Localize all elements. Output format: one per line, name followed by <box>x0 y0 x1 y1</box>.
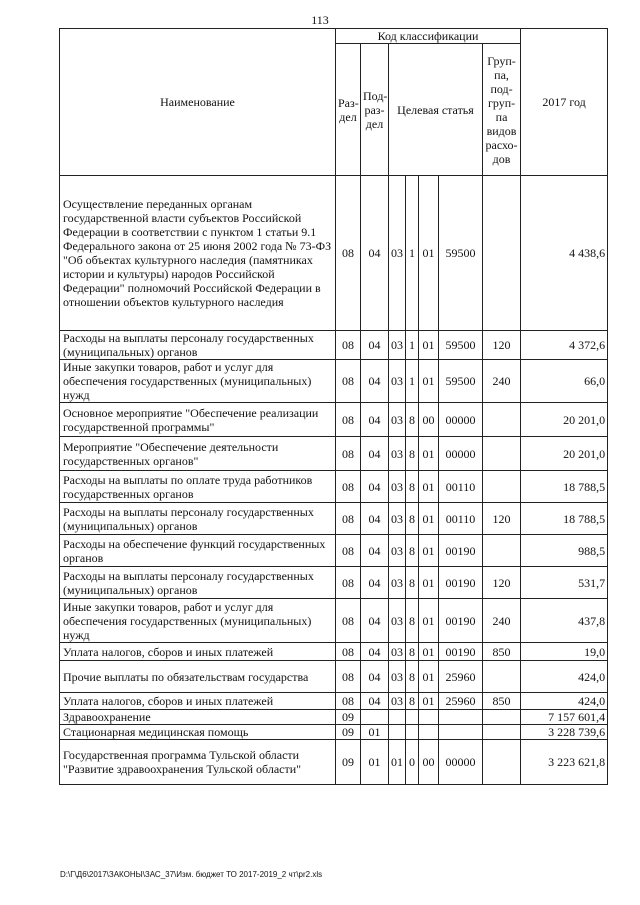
table-row <box>60 661 608 693</box>
cell-t3: 00 <box>419 403 439 437</box>
cell-amount: 3 223 621,8 <box>521 740 608 785</box>
cell-t1 <box>389 710 406 725</box>
cell-t3: 00 <box>419 740 439 785</box>
cell-name: Мероприятие "Обеспечение деятельности государственных органов" <box>60 437 336 471</box>
cell-t1: 03 <box>389 643 406 661</box>
cell-t3: 01 <box>419 567 439 599</box>
table-row <box>60 176 608 331</box>
cell-t1: 03 <box>389 176 406 331</box>
cell-name: Осуществление переданных органам государственной власти субъектов Российской Федерации в соответствии с пунктом 1 статьи 9.1 Федерального закона от 25 июня 2002 года № 73-ФЗ "Об объектах культурного наследия (памятниках истории и культуры) народов Российской Федерации" полномочий Российской Федерации в отношении объектов культурного наследия <box>60 176 336 331</box>
cell-name: Основное мероприятие "Обеспечение реализации государственной программы" <box>60 403 336 437</box>
cell-podrazdel: 04 <box>361 535 389 567</box>
cell-t4: 00000 <box>439 403 483 437</box>
cell-t4 <box>439 725 483 740</box>
cell-razdel: 08 <box>336 643 361 661</box>
cell-name: Расходы на выплаты персоналу государственных (муниципальных) органов <box>60 331 336 360</box>
cell-t4: 00000 <box>439 437 483 471</box>
header-target-article: Целевая статья <box>389 44 483 176</box>
cell-razdel: 08 <box>336 437 361 471</box>
cell-t2: 8 <box>406 661 419 693</box>
cell-t1: 01 <box>389 740 406 785</box>
cell-t1: 03 <box>389 661 406 693</box>
cell-razdel: 08 <box>336 403 361 437</box>
cell-t3: 01 <box>419 437 439 471</box>
cell-name: Расходы на выплаты персоналу государственных (муниципальных) органов <box>60 567 336 599</box>
cell-t4: 00190 <box>439 567 483 599</box>
cell-t4: 00110 <box>439 503 483 535</box>
table-row <box>60 331 608 360</box>
table-row <box>60 535 608 567</box>
cell-t3: 01 <box>419 661 439 693</box>
cell-razdel: 08 <box>336 176 361 331</box>
cell-t1: 03 <box>389 403 406 437</box>
cell-podrazdel: 04 <box>361 693 389 710</box>
cell-razdel: 08 <box>336 693 361 710</box>
cell-amount: 19,0 <box>521 643 608 661</box>
budget-table <box>59 28 608 785</box>
cell-t4: 00190 <box>439 643 483 661</box>
cell-t4: 25960 <box>439 693 483 710</box>
cell-razdel: 08 <box>336 360 361 403</box>
cell-razdel: 08 <box>336 535 361 567</box>
cell-t4: 00000 <box>439 740 483 785</box>
cell-group: 850 <box>483 693 521 710</box>
cell-amount: 424,0 <box>521 693 608 710</box>
cell-razdel: 09 <box>336 710 361 725</box>
cell-amount: 18 788,5 <box>521 503 608 535</box>
table-row <box>60 403 608 437</box>
cell-amount: 437,8 <box>521 599 608 643</box>
cell-t4 <box>439 710 483 725</box>
cell-name: Иные закупки товаров, работ и услуг для обеспечения государственных (муниципальных) нужд <box>60 599 336 643</box>
cell-t4: 59500 <box>439 176 483 331</box>
cell-razdel: 09 <box>336 740 361 785</box>
cell-name: Здравоохранение <box>60 710 336 725</box>
cell-group <box>483 471 521 503</box>
table-row <box>60 567 608 599</box>
header-year: 2017 год <box>521 29 608 176</box>
table-row <box>60 471 608 503</box>
cell-t4: 00190 <box>439 535 483 567</box>
cell-razdel: 08 <box>336 471 361 503</box>
cell-podrazdel: 04 <box>361 176 389 331</box>
cell-t2 <box>406 725 419 740</box>
cell-razdel: 08 <box>336 331 361 360</box>
table-row <box>60 643 608 661</box>
cell-razdel: 08 <box>336 599 361 643</box>
cell-amount: 7 157 601,4 <box>521 710 608 725</box>
cell-t3: 01 <box>419 643 439 661</box>
cell-t1: 03 <box>389 360 406 403</box>
cell-t3: 01 <box>419 331 439 360</box>
cell-t2 <box>406 710 419 725</box>
cell-podrazdel: 01 <box>361 740 389 785</box>
cell-podrazdel <box>361 710 389 725</box>
header-code-classification: Код классификации <box>336 29 521 44</box>
cell-group: 120 <box>483 567 521 599</box>
cell-razdel: 09 <box>336 725 361 740</box>
cell-group <box>483 176 521 331</box>
cell-t2: 8 <box>406 693 419 710</box>
table-row <box>60 437 608 471</box>
cell-t3: 01 <box>419 360 439 403</box>
cell-group <box>483 403 521 437</box>
cell-t2: 0 <box>406 740 419 785</box>
cell-t2: 8 <box>406 471 419 503</box>
cell-amount: 20 201,0 <box>521 403 608 437</box>
cell-amount: 18 788,5 <box>521 471 608 503</box>
cell-t2: 8 <box>406 567 419 599</box>
cell-amount: 988,5 <box>521 535 608 567</box>
cell-t2: 8 <box>406 535 419 567</box>
cell-group: 850 <box>483 643 521 661</box>
cell-podrazdel: 04 <box>361 599 389 643</box>
cell-t1: 03 <box>389 331 406 360</box>
cell-t1: 03 <box>389 567 406 599</box>
cell-name: Расходы на выплаты персоналу государственных (муниципальных) органов <box>60 503 336 535</box>
cell-group: 120 <box>483 331 521 360</box>
cell-t4: 00190 <box>439 599 483 643</box>
cell-group <box>483 725 521 740</box>
cell-t2: 1 <box>406 176 419 331</box>
cell-t2: 1 <box>406 331 419 360</box>
cell-name: Уплата налогов, сборов и иных платежей <box>60 693 336 710</box>
table-row <box>60 599 608 643</box>
header-razdel: Раз- дел <box>336 44 361 176</box>
table-row <box>60 740 608 785</box>
cell-podrazdel: 04 <box>361 360 389 403</box>
cell-name: Прочие выплаты по обязательствам государства <box>60 661 336 693</box>
cell-name: Государственная программа Тульской области "Развитие здравоохранения Тульской области" <box>60 740 336 785</box>
cell-group <box>483 710 521 725</box>
cell-t4: 25960 <box>439 661 483 693</box>
table-row <box>60 360 608 403</box>
cell-t4: 59500 <box>439 360 483 403</box>
cell-podrazdel: 01 <box>361 725 389 740</box>
cell-t2: 8 <box>406 403 419 437</box>
cell-t1: 03 <box>389 535 406 567</box>
cell-group <box>483 535 521 567</box>
cell-amount: 3 228 739,6 <box>521 725 608 740</box>
cell-name: Расходы на обеспечение функций государственных органов <box>60 535 336 567</box>
table-row <box>60 725 608 740</box>
cell-t1: 03 <box>389 599 406 643</box>
cell-name: Расходы на выплаты по оплате труда работников государственных органов <box>60 471 336 503</box>
cell-podrazdel: 04 <box>361 403 389 437</box>
cell-razdel: 08 <box>336 503 361 535</box>
cell-group <box>483 740 521 785</box>
cell-razdel: 08 <box>336 661 361 693</box>
cell-t3: 01 <box>419 503 439 535</box>
cell-amount: 531,7 <box>521 567 608 599</box>
cell-t3: 01 <box>419 471 439 503</box>
cell-podrazdel: 04 <box>361 661 389 693</box>
cell-t1 <box>389 725 406 740</box>
cell-group <box>483 437 521 471</box>
cell-amount: 66,0 <box>521 360 608 403</box>
cell-t2: 8 <box>406 599 419 643</box>
cell-podrazdel: 04 <box>361 331 389 360</box>
cell-t3: 01 <box>419 176 439 331</box>
cell-t4: 59500 <box>439 331 483 360</box>
cell-group: 240 <box>483 360 521 403</box>
cell-amount: 4 372,6 <box>521 331 608 360</box>
cell-t1: 03 <box>389 503 406 535</box>
cell-podrazdel: 04 <box>361 643 389 661</box>
cell-amount: 20 201,0 <box>521 437 608 471</box>
header-expense-group: Груп- па, под- груп- па видов расхо- дов <box>483 44 521 176</box>
cell-podrazdel: 04 <box>361 567 389 599</box>
cell-t4: 00110 <box>439 471 483 503</box>
header-podrazdel: Под- раз- дел <box>361 44 389 176</box>
cell-t2: 1 <box>406 360 419 403</box>
cell-name: Стационарная медицинская помощь <box>60 725 336 740</box>
cell-t2: 8 <box>406 503 419 535</box>
cell-amount: 4 438,6 <box>521 176 608 331</box>
header-name: Наименование <box>60 29 336 176</box>
cell-podrazdel: 04 <box>361 503 389 535</box>
cell-t2: 8 <box>406 437 419 471</box>
cell-name: Иные закупки товаров, работ и услуг для обеспечения государственных (муниципальных) нужд <box>60 360 336 403</box>
cell-amount: 424,0 <box>521 661 608 693</box>
cell-t1: 03 <box>389 471 406 503</box>
page-number: 113 <box>311 13 329 27</box>
cell-razdel: 08 <box>336 567 361 599</box>
table-row <box>60 503 608 535</box>
cell-group: 240 <box>483 599 521 643</box>
cell-podrazdel: 04 <box>361 471 389 503</box>
cell-t2: 8 <box>406 643 419 661</box>
cell-t1: 03 <box>389 437 406 471</box>
table-row <box>60 693 608 710</box>
table-row <box>60 710 608 725</box>
cell-t3: 01 <box>419 535 439 567</box>
cell-group <box>483 661 521 693</box>
cell-t3: 01 <box>419 599 439 643</box>
file-path-footer: D:\Г\Д6\2017\ЗАКОНЫ\ЗАС_37\Изм. бюджет ТО 2017-2019_2 чт\pr2.xls <box>60 870 323 879</box>
cell-podrazdel: 04 <box>361 437 389 471</box>
cell-group: 120 <box>483 503 521 535</box>
cell-t1: 03 <box>389 693 406 710</box>
cell-name: Уплата налогов, сборов и иных платежей <box>60 643 336 661</box>
cell-t3 <box>419 725 439 740</box>
cell-t3: 01 <box>419 693 439 710</box>
cell-t3 <box>419 710 439 725</box>
